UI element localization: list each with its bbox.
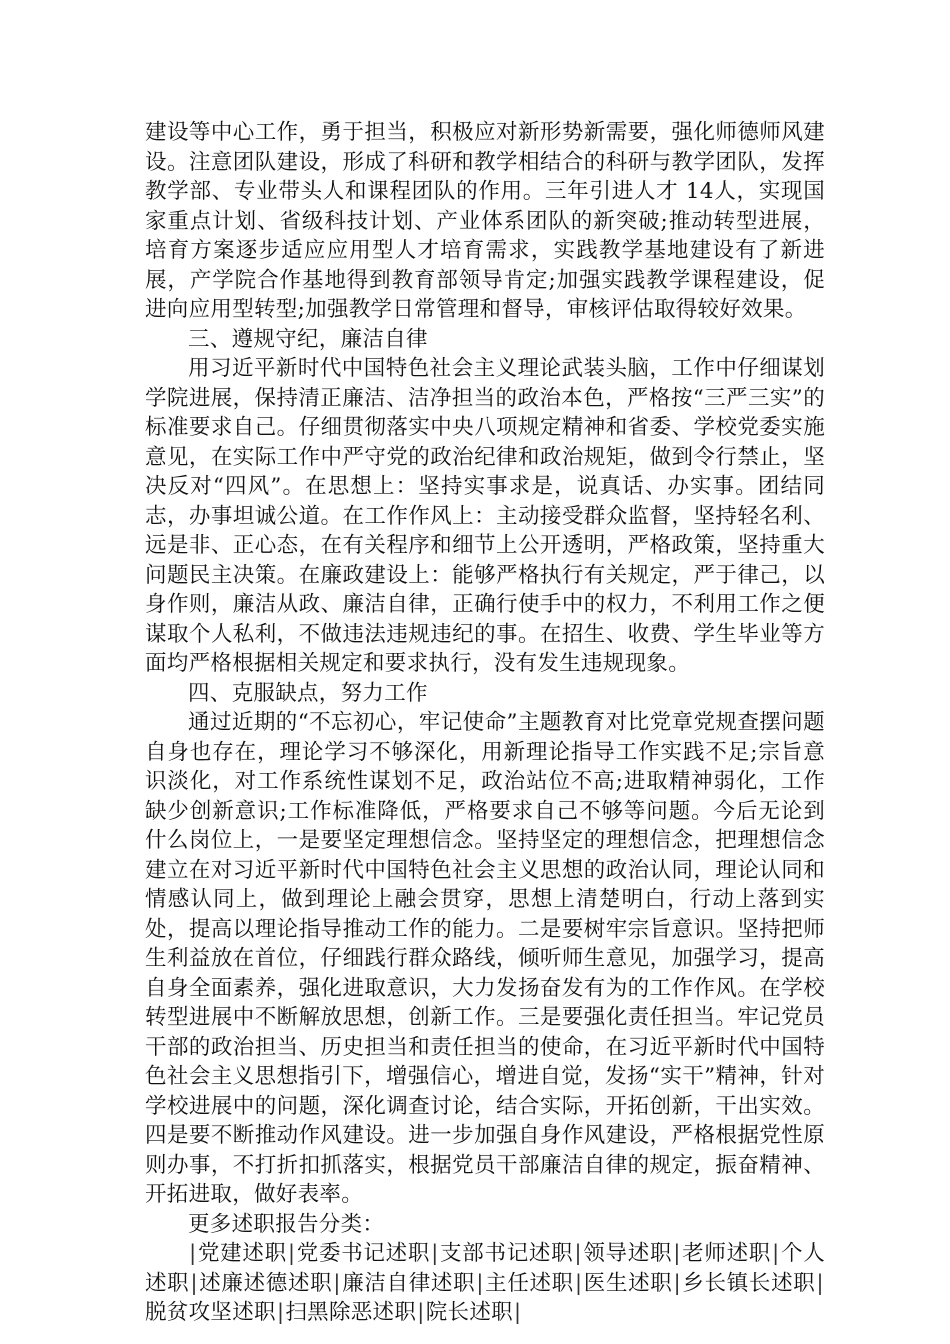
category-link[interactable]: 廉洁自律述职: [341, 1270, 476, 1296]
separator: |: [287, 1241, 296, 1266]
separator: |: [574, 1270, 583, 1296]
category-link[interactable]: 院长述职: [425, 1300, 513, 1325]
separator: |: [190, 1270, 198, 1296]
category-link[interactable]: 党建述职: [197, 1241, 287, 1266]
more-categories-label: 更多述职报告分类：: [188, 1211, 385, 1237]
paragraph-work-achievements: 建设等中心工作，勇于担当，积极应对新形势新需要，强化师德师风建设。注意团队建设，形成了科研和教学相结合的科研与教学团队，发挥教学部、专业带头人和课程团队的作用。三年引进人才 14人，实现国家重点计划、省级科技计划、产业体系团队的新突破;推动转型进展，培育方案逐步适应应用型人才培育需求，实践教学基地建设有了新进展，产学院合作基地得到教育部领导肯定;加强实践教学课程建设，促进向应用型转型;加强教学日常管理和督导，审核评估取得较好效果。: [145, 120, 825, 322]
category-link[interactable]: 述廉述德述职: [198, 1270, 333, 1296]
category-link[interactable]: 医生述职: [583, 1270, 673, 1296]
separator: |: [276, 1300, 285, 1325]
paragraph-improvements: 通过近期的“不忘初心，牢记使命”主题教育对比党章党规查摆问题自身也存在，理论学习不够深化，用新理论指导工作实践不足;宗旨意识淡化，对工作系统性谋划不足，政治站位不高;进取精神弱化，工作缺少创新意识;工作标准降低，严格要求自己不够等问题。今后无论到什么岗位上，一是要坚定理想信念。坚持坚定的理想信念，把理想信念建立在对习近平新时代中国特色社会主义思想的政治认同，理论认同和情感认同上，做到理论上融会贯穿，思想上清楚明白，行动上落到实处，提高以理论指导推动工作的能力。二是要树牢宗旨意识。坚持把师生利益放在首位，仔细践行群众路线，倾听师生意见，加强学习，提高自身全面素养，强化进取意识，大力发扬奋发有为的工作作风。在学校转型进展中不断解放思想，创新工作。三是要强化责任担当。牢记党员干部的政治担当、历史担当和责任担当的使命，在习近平新时代中国特色社会主义思想指引下，增强信心，增进自觉，发扬“实干”精神，针对学校进展中的问题，深化调查讨论，结合实际，开拓创新，干出实效。四是要不断推动作风建设。进一步加强自身作风建设，严格根据党性原则办事，不打折扣抓落实，根据党员干部廉洁自律的规定，振奋精神、开拓进取，做好表率。: [145, 710, 825, 1207]
paragraph-discipline: 用习近平新时代中国特色社会主义理论武装头脑，工作中仔细谋划学院进展，保持清正廉洁、洁净担当的政治本色，严格按“三严三实”的标准要求自己。仔细贯彻落实中央八项规定精神和省委、学校党委实施意见，在实际工作中严守党的政治纪律和政治规矩，做到令行禁止，坚决反对“四风”。在思想上：坚持实事求是，说真话、办实事。团结同志，办事坦诚公道。在工作作风上：主动接受群众监督，坚持轻名利、远是非、正心态，在有关程序和细节上公开透明，严格政策，坚持重大问题民主决策。在廉政建设上：能够严格执行有关规定，严于律己，以身作则，廉洁从政、廉洁自律，正确行使手中的权力，不利用工作之便谋取个人私利，不做违法违规违纪的事。在招生、收费、学生毕业等方面均严格根据相关规定和要求执行，没有发生违规现象。: [145, 356, 825, 676]
separator: |: [333, 1270, 341, 1296]
category-link[interactable]: 脱贫攻坚述职: [145, 1300, 276, 1325]
category-link[interactable]: 党委书记述职: [296, 1241, 431, 1266]
separator: |: [189, 1241, 197, 1266]
category-link[interactable]: 主任述职: [484, 1270, 574, 1296]
separator: |: [816, 1270, 824, 1296]
category-link[interactable]: 老师述职: [681, 1241, 772, 1266]
category-link[interactable]: 乡长镇长述职: [682, 1270, 816, 1296]
separator: |: [673, 1241, 681, 1266]
category-link[interactable]: 扫黑除恶述职: [285, 1300, 417, 1325]
separator: |: [476, 1270, 484, 1296]
section-heading-4: 四、克服缺点，努力工作: [188, 680, 428, 706]
category-link[interactable]: 领导述职: [582, 1241, 673, 1266]
document-page: [145, 118, 825, 1328]
category-links: [145, 1239, 825, 1328]
section-heading-3: 三、遵规守纪，廉洁自律: [188, 326, 428, 352]
separator: |: [772, 1241, 780, 1266]
category-link[interactable]: 支部书记述职: [439, 1241, 574, 1266]
separator: |: [574, 1241, 582, 1266]
category-link[interactable]: 个人述职: [145, 1241, 825, 1296]
separator: |: [513, 1300, 522, 1325]
category-list-start: [145, 1241, 198, 1266]
separator: |: [431, 1241, 439, 1266]
separator: |: [673, 1270, 682, 1296]
separator: |: [417, 1300, 425, 1325]
